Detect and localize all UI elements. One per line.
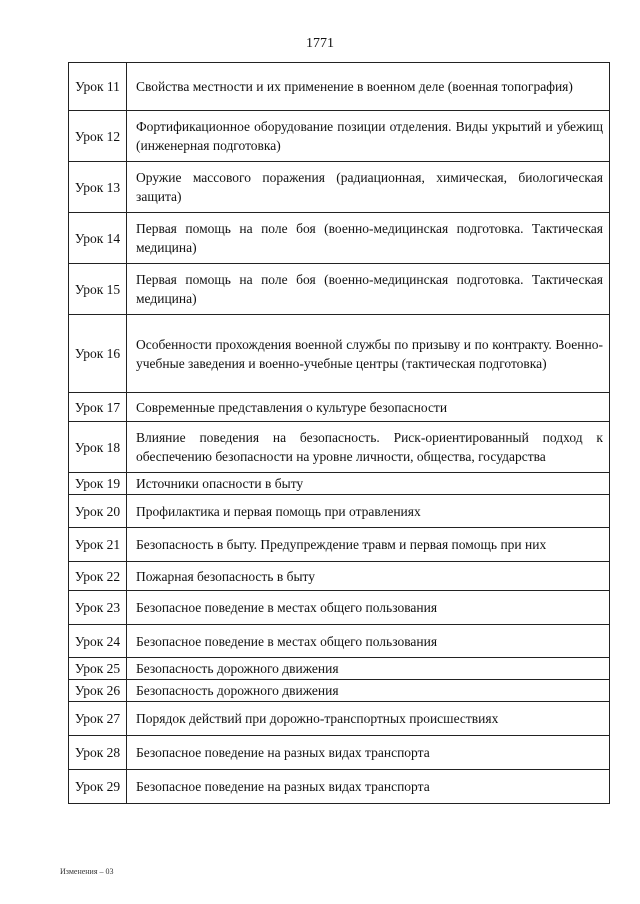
table-row [69, 702, 610, 736]
table-row [69, 213, 610, 264]
lesson-number-cell: Урок 12 [69, 111, 127, 162]
lessons-table-body [69, 63, 610, 804]
table-row [69, 528, 610, 562]
lesson-number-cell: Урок 16 [69, 315, 127, 393]
lesson-number-cell: Урок 19 [69, 473, 127, 495]
lessons-table [68, 62, 610, 804]
lesson-topic-cell: Порядок действий при дорожно-транспортных происшествиях [127, 702, 610, 736]
table-row [69, 473, 610, 495]
lesson-number-cell: Урок 23 [69, 591, 127, 625]
lesson-topic-cell: Влияние поведения на безопасность. Риск-ориентированный подход к обеспечению безопасности на уровне личности, общества, государства [127, 422, 610, 473]
table-row [69, 111, 610, 162]
table-row [69, 315, 610, 393]
lesson-number-cell: Урок 26 [69, 680, 127, 702]
table-row [69, 495, 610, 528]
lesson-number-cell: Урок 20 [69, 495, 127, 528]
lesson-number-cell: Урок 27 [69, 702, 127, 736]
lesson-topic-cell: Пожарная безопасность в быту [127, 562, 610, 591]
table-row [69, 562, 610, 591]
lesson-topic-cell: Профилактика и первая помощь при отравлениях [127, 495, 610, 528]
table-row [69, 422, 610, 473]
lesson-number-cell: Урок 13 [69, 162, 127, 213]
table-row [69, 264, 610, 315]
lesson-topic-cell: Безопасное поведение на разных видах транспорта [127, 770, 610, 804]
lesson-topic-cell: Безопасность дорожного движения [127, 680, 610, 702]
table-row [69, 625, 610, 658]
table-row [69, 393, 610, 422]
lesson-number-cell: Урок 15 [69, 264, 127, 315]
lesson-topic-cell: Свойства местности и их применение в военном деле (военная топография) [127, 63, 610, 111]
lesson-topic-cell: Первая помощь на поле боя (военно-медицинская подготовка. Тактическая медицина) [127, 213, 610, 264]
lesson-number-cell: Урок 14 [69, 213, 127, 264]
table-row [69, 736, 610, 770]
table-row [69, 680, 610, 702]
lesson-topic-cell: Фортификационное оборудование позиции отделения. Виды укрытий и убежищ (инженерная подготовка) [127, 111, 610, 162]
page-number: 1771 [306, 36, 334, 51]
lesson-topic-cell: Безопасное поведение на разных видах транспорта [127, 736, 610, 770]
lesson-number-cell: Урок 22 [69, 562, 127, 591]
lesson-topic-cell: Источники опасности в быту [127, 473, 610, 495]
lesson-number-cell: Урок 21 [69, 528, 127, 562]
lesson-number-cell: Урок 28 [69, 736, 127, 770]
lesson-topic-cell: Безопасность дорожного движения [127, 658, 610, 680]
lesson-number-cell: Урок 24 [69, 625, 127, 658]
table-row [69, 162, 610, 213]
footer-revision: Изменения – 03 [60, 867, 114, 876]
lesson-number-cell: Урок 11 [69, 63, 127, 111]
lesson-number-cell: Урок 29 [69, 770, 127, 804]
table-row [69, 63, 610, 111]
lesson-number-cell: Урок 18 [69, 422, 127, 473]
lesson-topic-cell: Безопасное поведение в местах общего пользования [127, 625, 610, 658]
lesson-topic-cell: Первая помощь на поле боя (военно-медицинская подготовка. Тактическая медицина) [127, 264, 610, 315]
lesson-topic-cell: Современные представления о культуре безопасности [127, 393, 610, 422]
table-row [69, 658, 610, 680]
table-row [69, 770, 610, 804]
lesson-topic-cell: Безопасность в быту. Предупреждение травм и первая помощь при них [127, 528, 610, 562]
lesson-topic-cell: Особенности прохождения военной службы по призыву и по контракту. Военно-учебные заведения и военно-учебные центры (тактическая подготовка) [127, 315, 610, 393]
lesson-topic-cell: Оружие массового поражения (радиационная, химическая, биологическая защита) [127, 162, 610, 213]
lesson-topic-cell: Безопасное поведение в местах общего пользования [127, 591, 610, 625]
lesson-number-cell: Урок 17 [69, 393, 127, 422]
lesson-number-cell: Урок 25 [69, 658, 127, 680]
table-row [69, 591, 610, 625]
